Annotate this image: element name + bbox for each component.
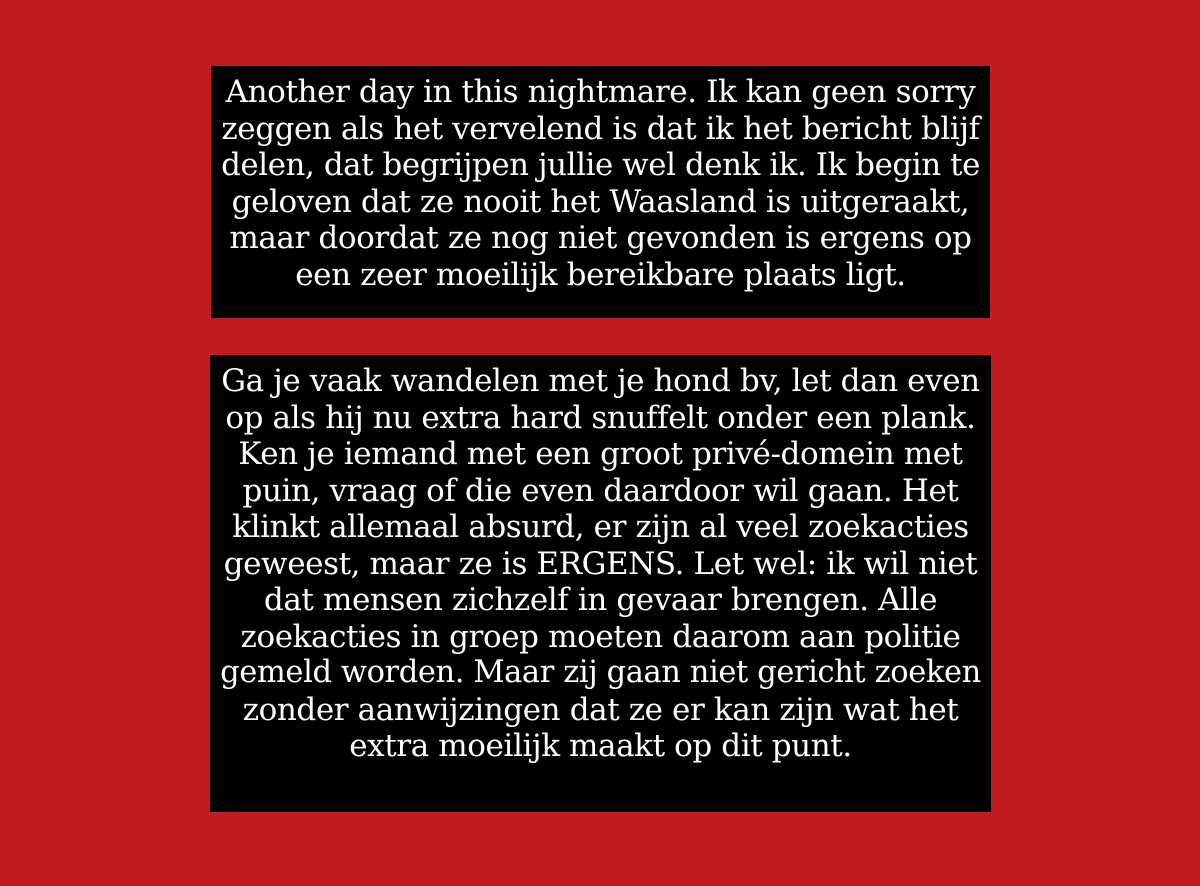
text-line: puin, vraag of die even daardoor wil gaan. Het [242, 472, 959, 509]
text-line: Another day in this nightmare. Ik kan geen sorry [225, 74, 976, 110]
text-line: maar doordat ze nog niet gevonden is ergens op [229, 220, 972, 256]
text-line: zeggen als het vervelend is dat ik het bericht blijf [221, 110, 980, 147]
text-line: extra moeilijk maakt op dit punt. [349, 728, 852, 764]
text-line: dat mensen zichzelf in gevaar brengen. Alle [263, 582, 938, 618]
text-line: geweest, maar ze is ERGENS. Let wel: ik wil niet [223, 545, 978, 582]
text-line: zoekacties in groep moeten daarom aan politie [240, 618, 961, 655]
text-line: zonder aanwijzingen dat ze er kan zijn wat het [242, 691, 959, 728]
text-line: gemeld worden. Maar zij gaan niet gericht zoeken [220, 655, 981, 690]
text-block-2 [210, 355, 991, 812]
text-line: delen, dat begrijpen jullie wel denk ik. Ik begin te [221, 147, 980, 183]
text-block-1 [211, 66, 990, 318]
text-line: Ken je iemand met een groot privé-domein met [238, 436, 963, 472]
text-line: klinkt allemaal absurd, er zijn al veel zoekacties [232, 509, 969, 545]
text-line: een zeer moeilijk bereikbare plaats ligt. [295, 256, 906, 293]
text-line: Ga je vaak wandelen met je hond bv, let dan even [221, 363, 980, 399]
text-line: geloven dat ze nooit het Waasland is uitgeraakt, [231, 183, 970, 220]
text-line: op als hij nu extra hard snuffelt onder een plank. [225, 399, 976, 436]
